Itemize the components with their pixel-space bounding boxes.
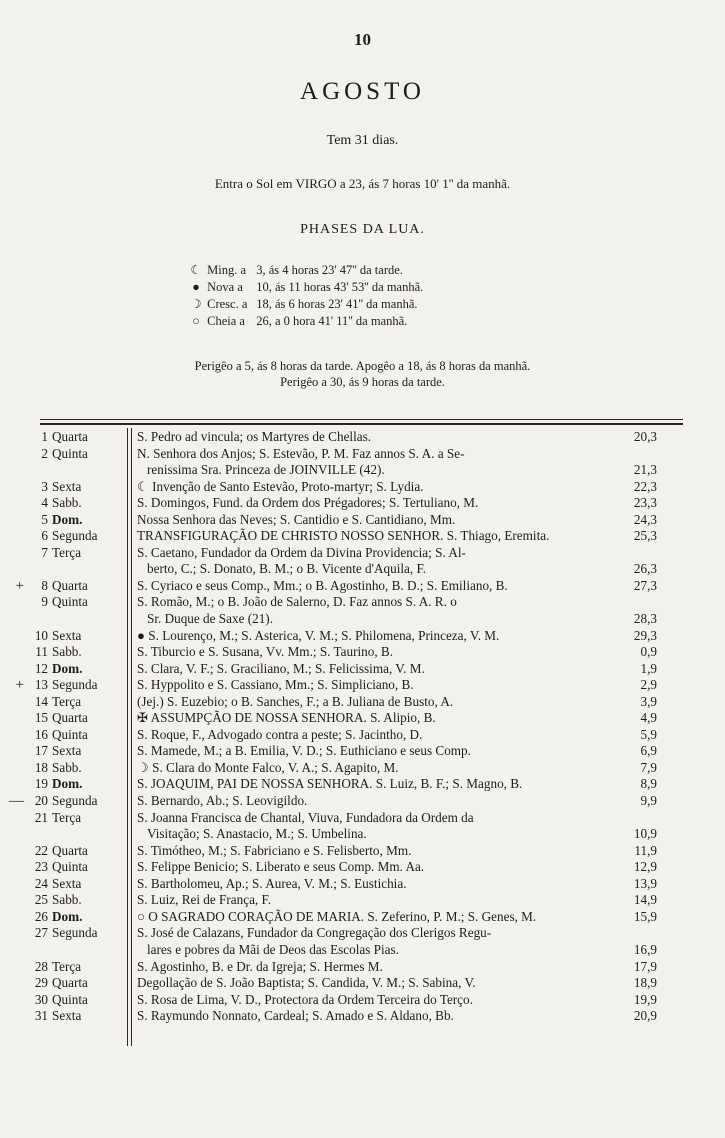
margin-mark: [0, 992, 24, 1009]
saints-line: Nossa Senhora das Neves; S. Cantidio e S. Cantidiano, Mm.: [137, 511, 456, 527]
perigee-line: Perigêo a 5, ás 8 horas da tarde. Apogêo a 18, ás 8 horas da manhã.: [194, 359, 531, 373]
calendar-row: [0, 992, 725, 1009]
saints-line: S. Pedro ad vincula; os Martyres de Chellas.: [137, 429, 372, 444]
calendar-row: [0, 495, 725, 512]
weekday: Segunda: [52, 528, 98, 544]
saints-entry: [131, 925, 617, 958]
calendar-row: [0, 776, 725, 793]
weekday: Sexta: [52, 743, 82, 759]
saints-entry: [131, 710, 617, 727]
day-number: 25: [34, 892, 48, 908]
saints-entry: [131, 1008, 617, 1025]
day-number: 6: [41, 528, 48, 544]
moon-age: 12,9: [633, 859, 657, 875]
day-number: 19: [34, 776, 48, 792]
saints-line: ○ O SAGRADO CORAÇÃO DE MARIA. S. Zeferino, P. M.; S. Genes, M.: [137, 908, 537, 924]
margin-mark: +: [15, 577, 24, 594]
weekday: Terça: [52, 693, 82, 709]
day-number: 5: [41, 511, 48, 527]
saints-entry: [131, 743, 617, 760]
phase-label: Cheia a: [207, 314, 245, 328]
moon-phase: [188, 296, 423, 313]
margin-mark: +: [15, 677, 24, 694]
margin-mark: [0, 594, 24, 627]
phase-time: 18, ás 6 horas 23' 41'' da manhã.: [256, 297, 418, 311]
calendar-row: [0, 594, 725, 627]
saints-line: S. Raymundo Nonnato, Cardeal; S. Amado e S. Aldano, Bb.: [137, 1008, 454, 1024]
calendar-row: [0, 677, 725, 694]
moon-age: 11,9: [634, 842, 657, 858]
margin-mark: [0, 495, 24, 512]
last-quarter-moon-icon: ☾: [190, 263, 202, 277]
saints-entry: [131, 760, 617, 777]
calendar-row: [0, 727, 725, 744]
margin-mark: [0, 909, 24, 926]
margin-mark: [0, 528, 24, 545]
moon-age: 7,9: [640, 759, 657, 775]
calendar-row: [0, 843, 725, 860]
saints-line: ☾ Invenção de Santo Estevão, Proto-martyr; S. Lydia.: [137, 478, 424, 494]
calendar-row: [0, 743, 725, 760]
weekday: Segunda: [52, 677, 98, 693]
weekday: Segunda: [52, 925, 98, 941]
phases-title: PHASES DA LUA.: [300, 222, 425, 237]
saints-entry: [131, 892, 617, 909]
saints-line: Degollação de S. João Baptista; S. Candida, V. M.; S. Sabina, V.: [137, 975, 476, 991]
saints-line: N. Senhora dos Anjos; S. Estevão, P. M. Faz annos S. A. a Se-: [137, 445, 465, 461]
day-number: 31: [34, 1008, 48, 1024]
day-number: 1: [41, 429, 48, 444]
margin-mark: [0, 446, 24, 479]
moon-phase: [188, 279, 423, 296]
saints-entry: [131, 909, 617, 926]
day-number: 11: [35, 644, 48, 660]
moon-age: 2,9: [640, 677, 657, 693]
margin-mark: [0, 661, 24, 678]
moon-age: 5,9: [640, 726, 657, 742]
saints-entry: [131, 694, 617, 711]
phase-label: Cresc. a: [207, 297, 248, 311]
phase-time: 3, ás 4 horas 23' 47'' da tarde.: [256, 263, 403, 277]
weekday: Quinta: [52, 859, 88, 875]
month-title: AGOSTO: [300, 78, 425, 105]
saints-entry: [131, 677, 617, 694]
phase-time: 26, a 0 hora 41' 11'' da manhã.: [256, 314, 408, 328]
moon-age: 9,9: [640, 793, 657, 809]
calendar-row: [0, 628, 725, 645]
weekday: Sexta: [52, 875, 82, 891]
moon-age: 23,3: [633, 495, 657, 511]
day-number: 17: [34, 743, 48, 759]
moon-age: 17,9: [633, 958, 657, 974]
moon-age: 16,9: [633, 941, 657, 957]
divider: [40, 419, 683, 420]
saints-line: S. Domingos, Fund. da Ordem dos Prégadores; S. Tertuliano, M.: [137, 495, 479, 511]
moon-age: 27,3: [633, 577, 657, 593]
moon-age: 22,3: [633, 478, 657, 494]
weekday: Sabb.: [52, 495, 82, 511]
saints-line: S. José de Calazans, Fundador da Congregação dos Clerigos Regu-: [137, 925, 492, 941]
moon-age: 20,9: [633, 1008, 657, 1024]
weekday: Sabb.: [52, 892, 82, 908]
saints-line: S. Felippe Benicio; S. Liberato e seus Comp. Mm. Aa.: [137, 859, 425, 875]
margin-mark: [0, 628, 24, 645]
margin-mark: [0, 727, 24, 744]
divider: [40, 423, 683, 425]
calendar-row: [0, 793, 725, 810]
phase-time: 10, ás 11 horas 43' 53'' da manhã.: [256, 280, 424, 294]
weekday: Quarta: [52, 577, 88, 593]
weekday: Quarta: [52, 429, 88, 444]
margin-mark: [0, 644, 24, 661]
weekday: Sexta: [52, 627, 82, 643]
weekday: Quinta: [52, 594, 88, 610]
calendar-row: [0, 876, 725, 893]
day-number: 29: [34, 975, 48, 991]
phase-label: Ming. a: [207, 263, 247, 277]
day-number: 7: [41, 544, 48, 560]
perigee-note: [0, 358, 725, 390]
margin-mark: [0, 925, 24, 958]
day-number: 20: [34, 793, 48, 809]
margin-mark: [0, 760, 24, 777]
calendar-row: [0, 909, 725, 926]
calendar-row: [0, 479, 725, 496]
saints-entry: [131, 843, 617, 860]
calendar-row: [0, 959, 725, 976]
calendar-row: [0, 925, 725, 958]
moon-age: 25,3: [633, 528, 657, 544]
calendar-row: [0, 545, 725, 578]
moon-age: 26,3: [633, 561, 657, 577]
weekday: Dom.: [52, 908, 83, 924]
calendar-row: [0, 578, 725, 595]
margin-mark: [0, 859, 24, 876]
margin-mark: [0, 959, 24, 976]
moon-age: 29,3: [633, 627, 657, 643]
day-number: 24: [34, 875, 48, 891]
day-number: 14: [34, 693, 48, 709]
day-number: 2: [41, 445, 48, 461]
first-quarter-moon-icon: ☽: [190, 297, 202, 311]
weekday: Dom.: [52, 776, 83, 792]
calendar-row: [0, 760, 725, 777]
weekday: Sexta: [52, 478, 82, 494]
saints-entry: [131, 992, 617, 1009]
weekday: Sabb.: [52, 759, 82, 775]
margin-mark: [0, 512, 24, 529]
day-number: 30: [34, 991, 48, 1007]
day-number: 3: [41, 478, 48, 494]
moon-age: 3,9: [640, 693, 657, 709]
day-number: 23: [34, 859, 48, 875]
saints-entry: [131, 876, 617, 893]
saints-line: S. Bernardo, Ab.; S. Leovigildo.: [137, 793, 308, 809]
weekday: Terça: [52, 958, 82, 974]
calendar-row: [0, 710, 725, 727]
day-number: 10: [34, 627, 48, 643]
saints-line: ✠ ASSUMPÇÃO DE NOSSA SENHORA. S. Alipio, B.: [137, 710, 436, 726]
day-number: 18: [34, 759, 48, 775]
moon-age: 24,3: [633, 511, 657, 527]
saints-line: S. Agostinho, B. e Dr. da Igreja; S. Hermes M.: [137, 958, 383, 974]
weekday: Sabb.: [52, 644, 82, 660]
calendar-row: [0, 975, 725, 992]
saints-line: S. Tiburcio e S. Susana, Vv. Mm.; S. Taurino, B.: [137, 644, 394, 660]
margin-mark: [0, 710, 24, 727]
saints-line: lares e pobres da Mãi de Deos das Escolas Pias.: [147, 941, 399, 957]
saints-entry: [131, 479, 617, 496]
margin-mark: [0, 975, 24, 992]
saints-entry: [131, 793, 617, 810]
moon-age: 1,9: [640, 660, 657, 676]
calendar-row: [0, 1008, 725, 1025]
margin-mark: [0, 694, 24, 711]
saints-line: renissima Sra. Princeza de JOINVILLE (42).: [147, 462, 385, 478]
saints-entry: [131, 578, 617, 595]
day-number: 21: [34, 809, 48, 825]
weekday: Quarta: [52, 975, 88, 991]
saints-line: S. JOAQUIM, PAI DE NOSSA SENHORA. S. Luiz, B. F.; S. Magno, B.: [137, 776, 523, 792]
weekday: Terça: [52, 809, 82, 825]
saints-entry: [131, 446, 617, 479]
day-number: 28: [34, 958, 48, 974]
new-moon-icon: ●: [192, 280, 200, 294]
margin-mark: [0, 876, 24, 893]
days-count: Tem 31 dias.: [326, 133, 399, 148]
moon-age: 10,9: [633, 826, 657, 842]
moon-age: 14,9: [633, 892, 657, 908]
saints-entry: [131, 545, 617, 578]
calendar-row: [0, 661, 725, 678]
weekday: Quinta: [52, 991, 88, 1007]
moon-phase: [188, 313, 423, 330]
margin-mark: [0, 545, 24, 578]
moon-age: 6,9: [640, 743, 657, 759]
calendar-row: [0, 644, 725, 661]
calendar-row: [0, 512, 725, 529]
moon-age: 20,3: [633, 429, 657, 444]
moon-phase: [188, 262, 423, 279]
calendar-row: [0, 528, 725, 545]
margin-mark: [0, 479, 24, 496]
moon-age: 15,9: [633, 908, 657, 924]
saints-line: (Jej.) S. Euzebio; o B. Sanches, F.; a B. Juliana de Busto, A.: [137, 693, 454, 709]
saints-line: ● S. Lourenço, M.; S. Asterica, V. M.; S. Philomena, Princeza, V. M.: [137, 627, 500, 643]
saints-entry: [131, 975, 617, 992]
weekday: Quinta: [52, 726, 88, 742]
calendar-row: [0, 810, 725, 843]
day-number: 16: [34, 726, 48, 742]
weekday: Segunda: [52, 793, 98, 809]
saints-line: Visitação; S. Anastacio, M.; S. Umbelina.: [147, 826, 367, 842]
saints-line: S. Joanna Francisca de Chantal, Viuva, Fundadora da Ordem da: [137, 809, 474, 825]
day-number: 27: [34, 925, 48, 941]
saints-line: S. Rosa de Lima, V. D., Protectora da Ordem Terceira do Terço.: [137, 991, 473, 1007]
saints-entry: [131, 528, 617, 545]
weekday: Terça: [52, 544, 82, 560]
saints-entry: [131, 429, 617, 446]
margin-mark: —: [9, 793, 24, 810]
moon-age: 8,9: [640, 776, 657, 792]
saints-line: TRANSFIGURAÇÃO DE CHRISTO NOSSO SENHOR. S. Thiago, Eremita.: [137, 528, 550, 544]
perigee-line: Perigêo a 30, ás 9 horas da tarde.: [280, 375, 445, 389]
margin-mark: [0, 892, 24, 909]
saints-entry: [131, 810, 617, 843]
saints-line: S. Roque, F., Advogado contra a peste; S. Jacintho, D.: [137, 726, 423, 742]
saints-line: S. Romão, M.; o B. João de Salerno, D. Faz annos S. A. R. o: [137, 594, 457, 610]
margin-mark: [0, 743, 24, 760]
moon-age: 18,9: [633, 975, 657, 991]
weekday: Quarta: [52, 710, 88, 726]
moon-age: 0,9: [640, 644, 657, 660]
saints-line: S. Bartholomeu, Ap.; S. Aurea, V. M.; S. Eustichia.: [137, 875, 407, 891]
calendar-row: [0, 446, 725, 479]
moon-age: 4,9: [640, 710, 657, 726]
moon-phases-list: [188, 262, 423, 330]
calendar-row: [0, 694, 725, 711]
saints-line: S. Hyppolito e S. Cassiano, Mm.; S. Simpliciano, B.: [137, 677, 414, 693]
sun-entry: Entra o Sol em VIRGO a 23, ás 7 horas 10' 1'' da manhã.: [214, 176, 511, 191]
saints-line: berto, C.; S. Donato, B. M.; o B. Vicente d'Aquila, F.: [147, 561, 427, 577]
saints-line: S. Clara, V. F.; S. Graciliano, M.; S. Felicissima, V. M.: [137, 660, 425, 676]
moon-age: 21,3: [633, 462, 657, 478]
saints-line: S. Timótheo, M.; S. Fabriciano e S. Felisberto, Mm.: [137, 842, 412, 858]
moon-age: 13,9: [633, 875, 657, 891]
calendar-table: [0, 429, 725, 1025]
saints-line: S. Luiz, Rei de França, F.: [137, 892, 272, 908]
saints-entry: [131, 727, 617, 744]
day-number: 13: [34, 677, 48, 693]
saints-line: Sr. Duque de Saxe (21).: [147, 611, 273, 627]
saints-line: S. Caetano, Fundador da Ordem da Divina Providencia; S. Al-: [137, 544, 466, 560]
moon-age: 28,3: [633, 611, 657, 627]
margin-mark: [0, 810, 24, 843]
day-number: 8: [41, 577, 48, 593]
weekday: Dom.: [52, 511, 83, 527]
day-number: 12: [34, 660, 48, 676]
saints-line: S. Cyriaco e seus Comp., Mm.; o B. Agostinho, B. D.; S. Emiliano, B.: [137, 577, 508, 593]
saints-entry: [131, 628, 617, 645]
full-moon-icon: ○: [192, 314, 200, 328]
saints-entry: [131, 959, 617, 976]
margin-mark: [0, 843, 24, 860]
calendar-row: [0, 859, 725, 876]
saints-entry: [131, 776, 617, 793]
weekday: Sexta: [52, 1008, 82, 1024]
day-number: 9: [41, 594, 48, 610]
day-number: 4: [41, 495, 48, 511]
saints-entry: [131, 644, 617, 661]
calendar-row: [0, 429, 725, 446]
phase-label: Nova a: [207, 280, 243, 294]
weekday: Dom.: [52, 660, 83, 676]
saints-entry: [131, 594, 617, 627]
saints-entry: [131, 661, 617, 678]
weekday: Quinta: [52, 445, 88, 461]
margin-mark: [0, 776, 24, 793]
calendar-row: [0, 892, 725, 909]
saints-line: S. Mamede, M.; a B. Emilia, V. D.; S. Euthiciano e seus Comp.: [137, 743, 471, 759]
saints-entry: [131, 859, 617, 876]
margin-mark: [0, 429, 24, 446]
weekday: Quarta: [52, 842, 88, 858]
margin-mark: [0, 1008, 24, 1025]
moon-age: 19,9: [633, 991, 657, 1007]
saints-entry: [131, 512, 617, 529]
saints-entry: [131, 495, 617, 512]
day-number: 15: [34, 710, 48, 726]
saints-line: ☽ S. Clara do Monte Falco, V. A.; S. Agapito, M.: [137, 759, 399, 775]
day-number: 26: [34, 908, 48, 924]
day-number: 22: [34, 842, 48, 858]
page-number: 10: [354, 30, 371, 49]
